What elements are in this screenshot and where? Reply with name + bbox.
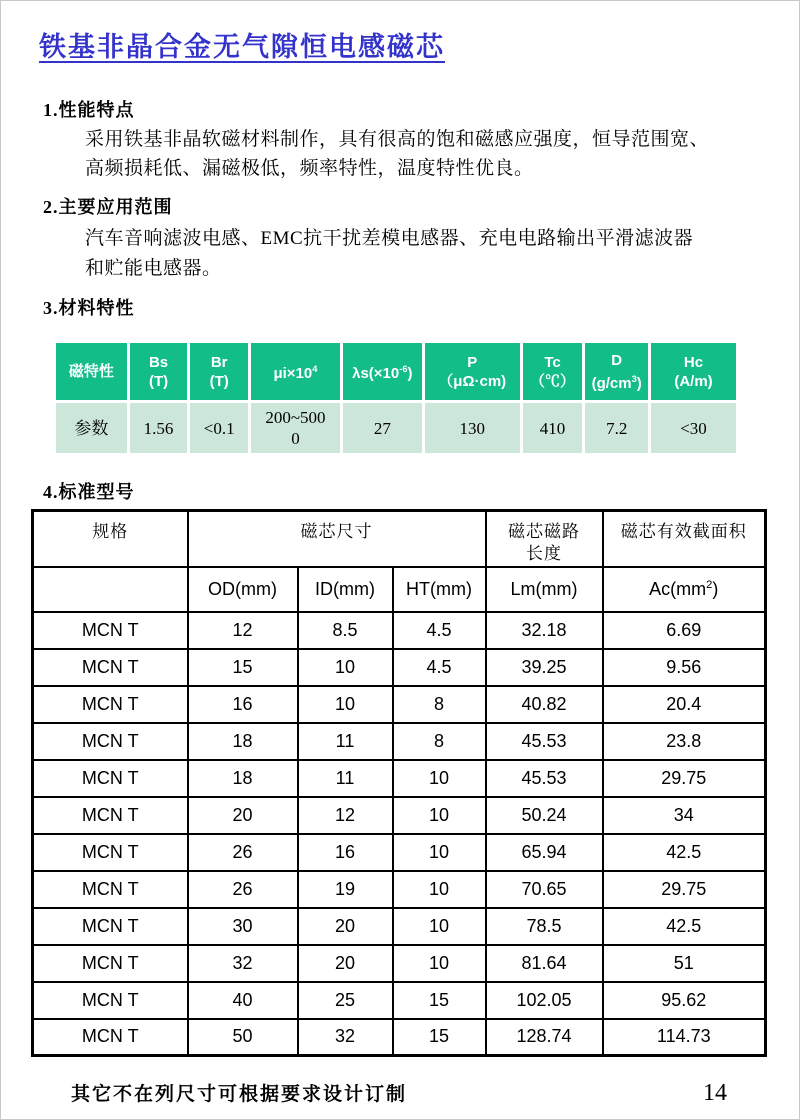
spec-table-cell: 20 — [188, 797, 298, 834]
spec-table-cell: 45.53 — [486, 760, 603, 797]
spec-table-cell: 8.5 — [298, 612, 393, 649]
spec-table-cell: 15 — [393, 1019, 486, 1056]
section-2-heading: 2.主要应用范围 — [43, 197, 173, 217]
spec-table-cell: 11 — [298, 723, 393, 760]
spec-table-cell: 32.18 — [486, 612, 603, 649]
spec-table-cell: 50.24 — [486, 797, 603, 834]
spec-table-row — [33, 612, 766, 649]
spec-table-cell: MCN T — [33, 760, 188, 797]
value-cell-ui: 200~5000 — [251, 403, 340, 453]
value-cell-tc: 410 — [523, 403, 583, 453]
spec-table-row — [33, 908, 766, 945]
page-number: 14 — [703, 1080, 727, 1106]
spec-table-cell: 128.74 — [486, 1019, 603, 1056]
spec-table-cell: 70.65 — [486, 871, 603, 908]
spec-table-cell: MCN T — [33, 1019, 188, 1056]
header-cell-resistivity: P （μΩ·cm) — [425, 343, 520, 400]
spec-table-cell: 12 — [188, 612, 298, 649]
spec-table-cell: 11 — [298, 760, 393, 797]
spec-table-cell: 4.5 — [393, 612, 486, 649]
spec-table-cell: 18 — [188, 760, 298, 797]
spec-table-row — [33, 797, 766, 834]
subheader-od: OD(mm) — [188, 567, 298, 612]
spec-table-row — [33, 834, 766, 871]
page-footer — [71, 1079, 727, 1107]
spec-table-cell: 20 — [298, 908, 393, 945]
spec-table-cell: 23.8 — [603, 723, 766, 760]
spec-table-cell: 42.5 — [603, 834, 766, 871]
spec-table-cell: MCN T — [33, 612, 188, 649]
spec-table-cell: 50 — [188, 1019, 298, 1056]
spec-table-cell: 8 — [393, 686, 486, 723]
spec-table-cell: MCN T — [33, 834, 188, 871]
spec-table-cell: 30 — [188, 908, 298, 945]
page-title: 铁基非晶合金无气隙恒电感磁芯 — [39, 32, 445, 62]
spec-table-cell: 65.94 — [486, 834, 603, 871]
section-4-heading: 4.标准型号 — [43, 482, 135, 502]
spec-table-cell: 10 — [393, 908, 486, 945]
group-header-spec: 规格 — [33, 511, 188, 567]
value-cell-hc: <30 — [651, 403, 736, 453]
spec-table-row — [33, 686, 766, 723]
header-cell-magnetic-property: 磁特性 — [56, 343, 127, 400]
spec-table-cell: 51 — [603, 945, 766, 982]
spec-table-cell: 10 — [393, 945, 486, 982]
spec-table-cell: MCN T — [33, 797, 188, 834]
spec-table-cell: 34 — [603, 797, 766, 834]
value-cell-label: 参数 — [56, 403, 127, 453]
value-cell-br: <0.1 — [190, 403, 248, 453]
value-cell-resistivity: 130 — [425, 403, 520, 453]
header-cell-bs: Bs (T) — [130, 343, 188, 400]
spec-table-cell: 19 — [298, 871, 393, 908]
spec-table-cell: 102.05 — [486, 982, 603, 1019]
spec-table-row — [33, 649, 766, 686]
spec-table-cell: 78.5 — [486, 908, 603, 945]
header-cell-hc: Hc (A/m) — [651, 343, 736, 400]
spec-table-cell: MCN T — [33, 723, 188, 760]
standard-models-table — [31, 509, 767, 1057]
spec-table-cell: 29.75 — [603, 871, 766, 908]
spec-table-cell: 25 — [298, 982, 393, 1019]
header-cell-br: Br (T) — [190, 343, 248, 400]
spec-table-row — [33, 871, 766, 908]
spec-table-subheader-row — [33, 567, 766, 612]
spec-table-cell: 10 — [393, 834, 486, 871]
section-2-text-line-2: 和贮能电感器。 — [85, 258, 222, 279]
group-header-path-length: 磁芯磁路长度 — [486, 511, 603, 567]
spec-table-body — [33, 612, 766, 1056]
spec-table-cell: 10 — [298, 649, 393, 686]
spec-table-cell: 32 — [298, 1019, 393, 1056]
spec-table-cell: 39.25 — [486, 649, 603, 686]
spec-table-cell: 10 — [393, 871, 486, 908]
spec-table-cell: 15 — [188, 649, 298, 686]
section-1-text-line-1: 采用铁基非晶软磁材料制作，具有很高的饱和磁感应强度，恒导范围宽、 — [85, 129, 710, 150]
spec-table-row — [33, 982, 766, 1019]
spec-table-cell: 15 — [393, 982, 486, 1019]
spec-table-cell: 16 — [188, 686, 298, 723]
spec-table-cell: MCN T — [33, 871, 188, 908]
value-cell-lambda-s: 27 — [343, 403, 422, 453]
group-header-effective-area: 磁芯有效截面积 — [603, 511, 766, 567]
spec-table-cell: 81.64 — [486, 945, 603, 982]
spec-table-cell: 20 — [298, 945, 393, 982]
material-properties-table — [53, 340, 739, 456]
spec-table-group-header-row — [33, 511, 766, 567]
material-table-value-row — [56, 403, 736, 453]
spec-table-cell: 32 — [188, 945, 298, 982]
section-2-body — [1, 224, 799, 284]
spec-table-cell: 18 — [188, 723, 298, 760]
section-1-text-line-2: 高频损耗低、漏磁极低，频率特性，温度特性优良。 — [85, 158, 534, 179]
spec-table-cell: 10 — [393, 797, 486, 834]
subheader-ac: $Ac(mm^2)$ — [603, 567, 766, 612]
spec-table-cell: 10 — [393, 760, 486, 797]
spec-table-cell: 16 — [298, 834, 393, 871]
spec-table-cell: 26 — [188, 871, 298, 908]
spec-table-cell: 26 — [188, 834, 298, 871]
spec-table-cell: 95.62 — [603, 982, 766, 1019]
group-header-core-dimensions: 磁芯尺寸 — [188, 511, 486, 567]
spec-table-cell: 29.75 — [603, 760, 766, 797]
spec-table-cell: 10 — [298, 686, 393, 723]
spec-table-cell: MCN T — [33, 982, 188, 1019]
header-cell-tc: Tc （℃） — [523, 343, 583, 400]
spec-table-row — [33, 760, 766, 797]
subheader-lm: Lm(mm) — [486, 567, 603, 612]
spec-table-row — [33, 945, 766, 982]
spec-table-cell: 45.53 — [486, 723, 603, 760]
section-2-text-line-1: 汽车音响滤波电感、EMC抗干扰差模电感器、充电电路输出平滑滤波器 — [85, 228, 694, 249]
spec-table-cell: 9.56 — [603, 649, 766, 686]
subheader-id: ID(mm) — [298, 567, 393, 612]
spec-table-cell: MCN T — [33, 945, 188, 982]
section-1-heading: 1.性能特点 — [43, 100, 135, 120]
value-cell-density: 7.2 — [585, 403, 648, 453]
spec-table-cell: 4.5 — [393, 649, 486, 686]
spec-table-row — [33, 1019, 766, 1056]
spec-table-cell: MCN T — [33, 649, 188, 686]
spec-table-cell: 40 — [188, 982, 298, 1019]
header-cell-lambda-s: $\lambda s(\times 10^{-6})$ — [343, 343, 422, 400]
spec-table-cell: MCN T — [33, 686, 188, 723]
value-cell-bs: 1.56 — [130, 403, 188, 453]
header-cell-density: D $(g/cm^3)$ — [585, 343, 648, 400]
header-cell-ui: $\mu i\times 10^4$ — [251, 343, 340, 400]
material-table-header-row — [56, 343, 736, 400]
spec-table-row — [33, 723, 766, 760]
spec-table-cell: 8 — [393, 723, 486, 760]
spec-table-cell: 42.5 — [603, 908, 766, 945]
spec-table-cell: 114.73 — [603, 1019, 766, 1056]
section-1-body — [1, 125, 799, 183]
subheader-empty — [33, 567, 188, 612]
spec-table-cell: 12 — [298, 797, 393, 834]
footer-note: 其它不在列尺寸可根据要求设计订制 — [71, 1084, 408, 1105]
spec-table-cell: 40.82 — [486, 686, 603, 723]
section-3-heading: 3.材料特性 — [43, 298, 135, 318]
spec-table-cell: MCN T — [33, 908, 188, 945]
spec-table-cell: 20.4 — [603, 686, 766, 723]
spec-table-cell: 6.69 — [603, 612, 766, 649]
subheader-ht: HT(mm) — [393, 567, 486, 612]
